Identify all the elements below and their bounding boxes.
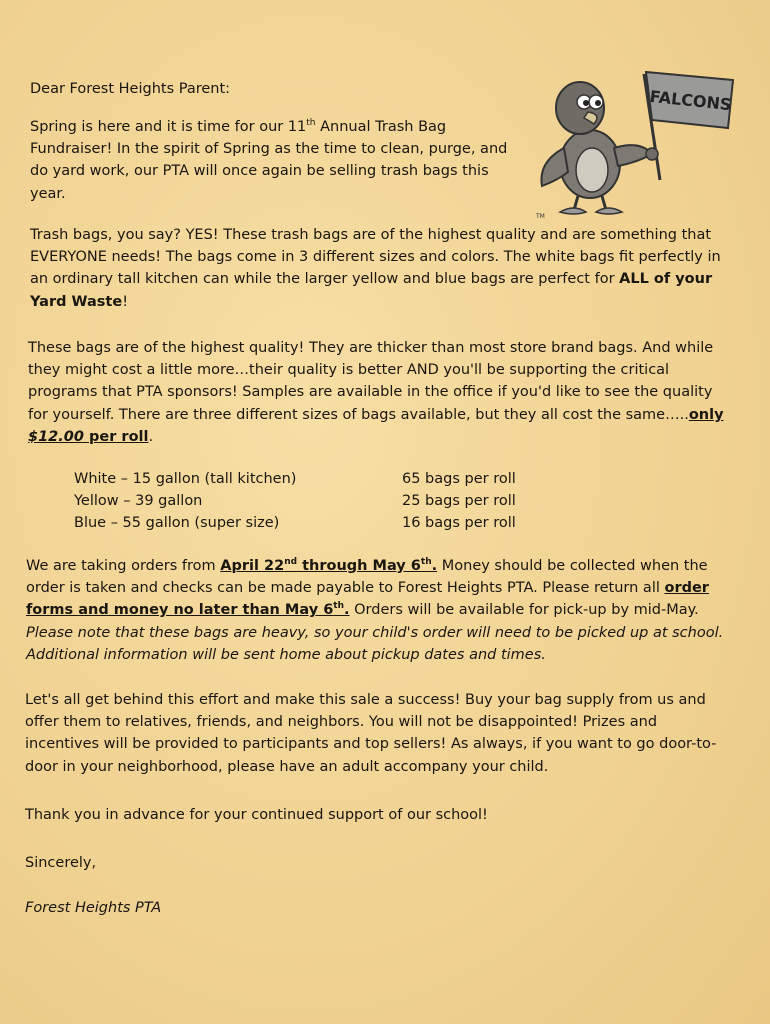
bag-row-white: White – 15 gallon (tall kitchen) 65 bags per roll <box>74 471 516 487</box>
bag-size-list <box>74 468 534 534</box>
order-dates: April 22nd through May 6th. <box>220 557 438 574</box>
paragraph-trash-bags: Trash bags, you say? YES! These trash bags are of the highest quality and are something that EVERYONE needs! The bags come in 3 different sizes and colors. The white bags fit perfectly in an ordinary tall kitchen can while the larger yellow and blue bags are perfect for ALL of your Yard Waste! <box>30 227 721 310</box>
price: $12.00 <box>28 428 84 445</box>
paragraph-call-to-action: Let's all get behind this effort and make this sale a success! Buy your bag supply from us and offer them to relatives, friends, and neighbors. You will not be disappointed! Prizes and incentives will be provided to participants and top sellers! As always, if you want to go door-to-door in your neighborhood, please have an adult accompany your child. <box>25 692 717 775</box>
trademark-mark: TM <box>536 213 545 220</box>
flag-text: FALCONS <box>648 86 733 115</box>
order-deadline: order forms and money no later than May 6th. <box>26 580 709 619</box>
paragraph-quality: These bags are of the highest quality! They are thicker than most store brand bags. And while they might cost a little more…their quality is better AND you'll be supporting the critical programs that PTA sponsors! Samples are available in the office if you'd like to see the quality for yourself. There are three different sizes of bags available, but they all cost the same…..only $12.00 per roll. <box>28 340 724 445</box>
paragraph-orders: We are taking orders from April 22nd through May 6th. Money should be collected when the order is taken and checks can be made payable to Forest Heights PTA. Please return all order forms and money no later than May 6th. Orders will be available for pick-up by mid-May. Please note that these bags are heavy, so your child's order will need to be picked up at school. Additional information will be sent home about pickup dates and times. <box>26 557 724 663</box>
closing: Sincerely, <box>25 855 97 871</box>
falcon-mascot-icon <box>528 62 738 222</box>
bag-row-yellow: Yellow – 39 gallon 25 bags per roll <box>74 493 516 509</box>
salutation: Dear Forest Heights Parent: <box>30 81 231 97</box>
bag-row-blue: Blue – 55 gallon (super size) 16 bags per roll <box>74 515 516 531</box>
signature: Forest Heights PTA <box>25 900 162 916</box>
thank-you-line: Thank you in advance for your continued support of our school! <box>25 807 488 823</box>
paragraph-intro: Spring is here and it is time for our 11th Annual Trash Bag Fundraiser! In the spirit of Spring as the time to clean, purge, and do yard work, our PTA will once again be selling trash bags this year. <box>30 118 508 202</box>
